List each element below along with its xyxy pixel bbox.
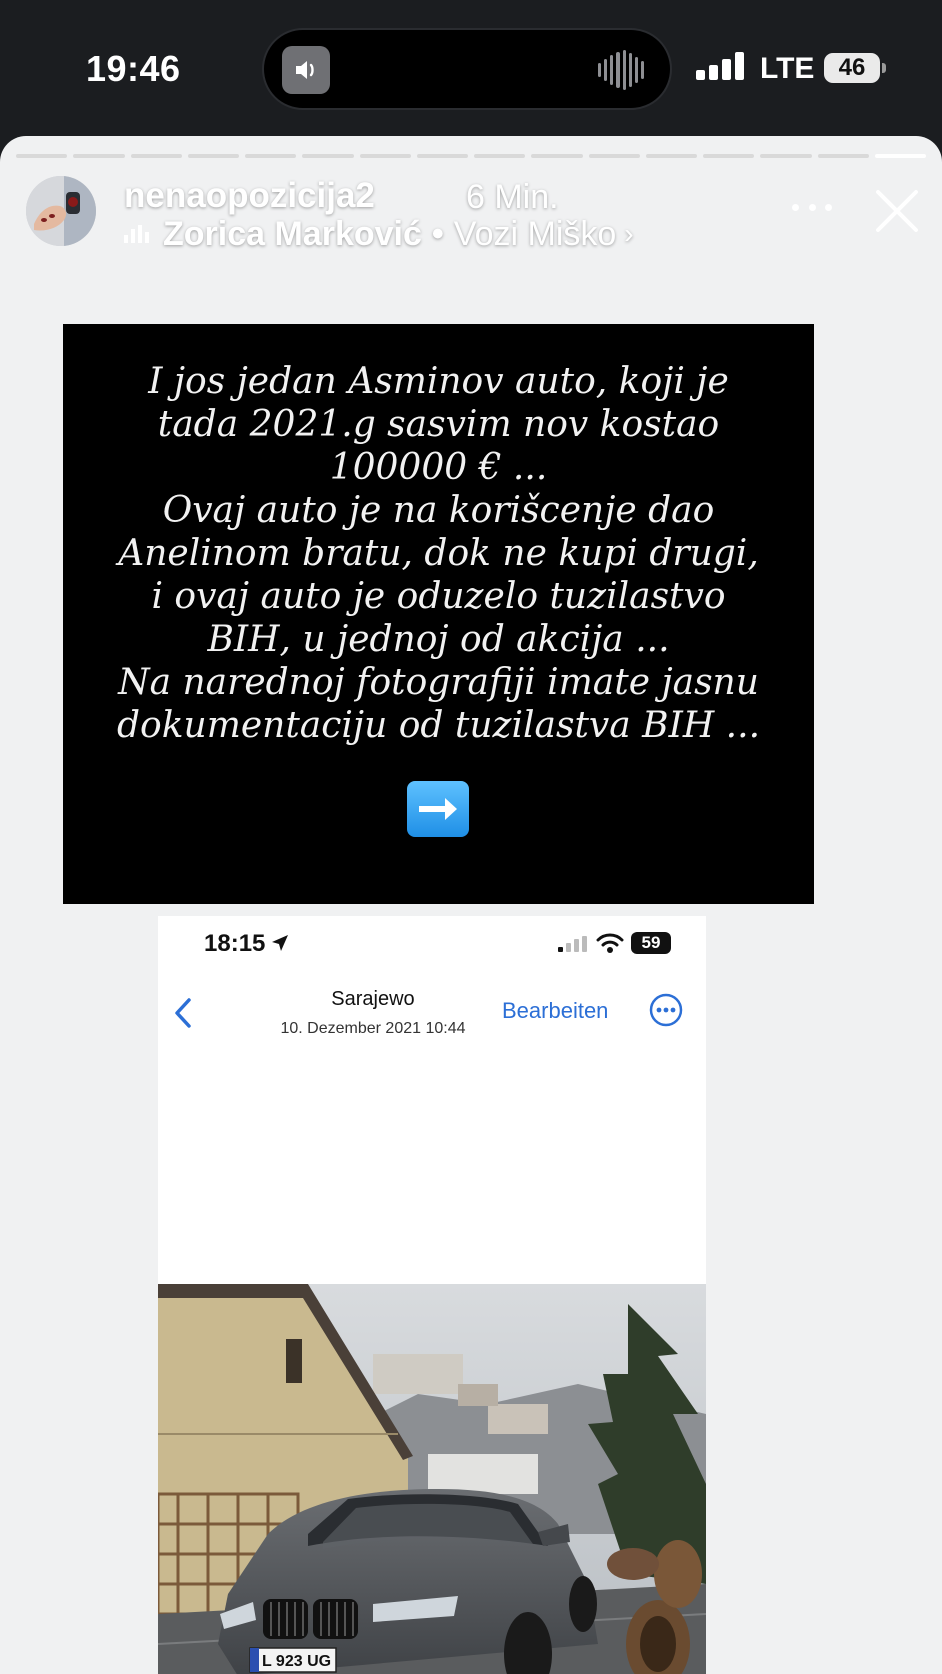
story-text: I jos jedan Asminov auto, koji je tada 2021.g sasvim nov kostao 100000 € ... Ovaj auto je na korišcenje dao Anelinom bratu, dok ne kupi drugi, i ovaj auto je oduzelo tuzilastvo BIH, u jednoj od akcija ... Na narednoj fotografiji imate jasnu dokumentaciju od tuzilastva BIH ... (116, 361, 761, 746)
music-separator: • (431, 214, 444, 253)
more-dot (825, 204, 832, 211)
story-time-ago: 6 Min. (466, 178, 559, 216)
embedded-screenshot (158, 916, 706, 1674)
story-progress-segment (302, 154, 353, 158)
story-progress-segment (703, 154, 754, 158)
chevron-right-icon: › (624, 218, 634, 249)
story-progress-segment (474, 154, 525, 158)
inner-photo-date: 10. Dezember 2021 10:44 (280, 1020, 466, 1037)
right-arrow-emoji-icon (407, 781, 469, 837)
story-username[interactable]: nenaopozicija2 (124, 176, 375, 215)
car-photo (158, 1284, 706, 1674)
music-bars-icon (124, 225, 149, 243)
story-progress-segment (245, 154, 296, 158)
license-plate: L 923 UG (262, 1653, 332, 1670)
inner-album-title: Sarajewo (331, 988, 415, 1010)
music-attribution[interactable] (124, 212, 634, 256)
story-progress-segment (131, 154, 182, 158)
inner-edit-button[interactable]: Bearbeiten (502, 998, 609, 1023)
cell-signal-icon (696, 52, 744, 80)
inner-cell-signal-icon (558, 936, 588, 952)
battery-icon: 46 (824, 53, 880, 83)
story-progress-segment (16, 154, 67, 158)
inner-nav-bar (158, 976, 706, 1060)
close-icon[interactable] (872, 186, 922, 236)
status-bar (0, 0, 942, 140)
story-progress-segment (417, 154, 468, 158)
location-arrow-icon (270, 933, 290, 953)
network-type: LTE (760, 52, 815, 85)
audio-wave-icon (598, 50, 644, 90)
avatar[interactable] (26, 176, 96, 246)
more-dot (809, 204, 816, 211)
music-artist: Zorica Marković (163, 214, 422, 253)
story-progress-segment (73, 154, 124, 158)
inner-status-time: 18:15 (204, 930, 266, 957)
music-song: Vozi Miško (453, 214, 617, 253)
story-text-card (63, 324, 814, 904)
story-progress-segment (875, 154, 926, 158)
story-progress-segment (760, 154, 811, 158)
inner-battery-icon: 59 (631, 932, 671, 954)
story-progress-segment (589, 154, 640, 158)
story-progress-bar (16, 154, 926, 158)
story-progress-segment (646, 154, 697, 158)
story-progress-segment (360, 154, 411, 158)
dynamic-island[interactable] (262, 28, 672, 110)
more-options-button[interactable] (792, 192, 832, 222)
status-time: 19:46 (86, 48, 181, 89)
more-dot (792, 204, 799, 211)
chevron-left-icon[interactable] (170, 996, 196, 1030)
inner-photo-margin (158, 1060, 706, 1164)
story-progress-segment (188, 154, 239, 158)
story-viewer[interactable] (0, 136, 942, 1674)
wifi-icon (596, 932, 624, 954)
speaker-icon (282, 46, 330, 94)
story-progress-segment (531, 154, 582, 158)
ellipsis-circle-icon[interactable] (648, 992, 684, 1028)
inner-status-bar (158, 916, 706, 976)
story-progress-segment (818, 154, 869, 158)
